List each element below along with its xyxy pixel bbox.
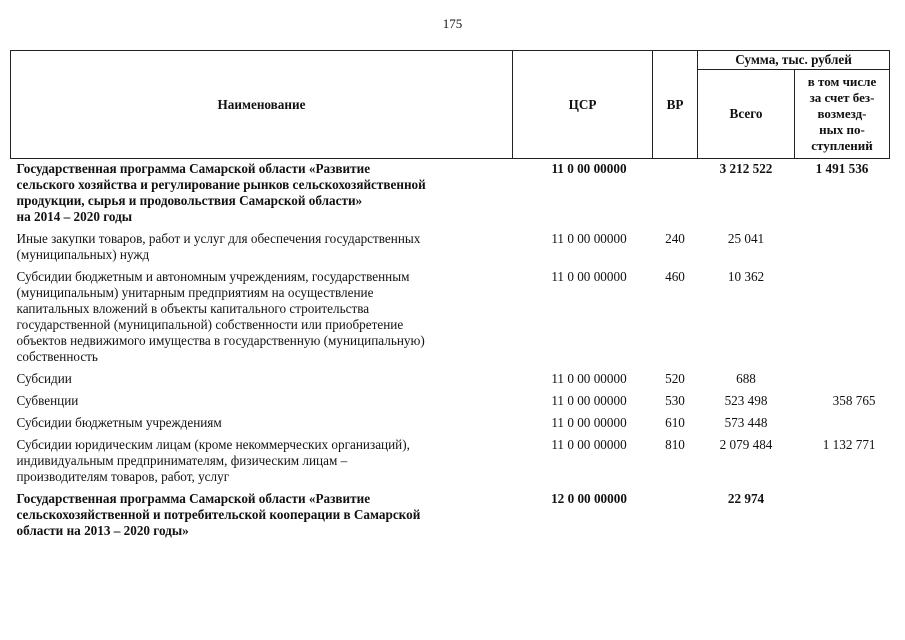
name-line: (муниципальным) унитарным предприятиям на осуществление <box>16 285 374 300</box>
header-free <box>795 70 890 159</box>
page-number: 175 <box>442 16 463 31</box>
name-line: сельского хозяйства и регулирование рынков сельскохозяйственной <box>16 177 426 192</box>
name-line: Иные закупки товаров, работ и услуг для обеспечения государственных <box>16 231 421 246</box>
name-line: сельскохозяйственной и потребительской кооперации в Самарской <box>16 507 421 522</box>
cell-total: 10 362 <box>727 269 765 284</box>
name-line: Государственная программа Самарской области «Развитие <box>16 491 371 506</box>
table-row <box>11 390 890 412</box>
header-free-line: ных по- <box>819 122 865 137</box>
name-line: Субсидии <box>16 371 72 386</box>
cell-total: 22 974 <box>727 491 765 506</box>
program-row <box>11 488 890 542</box>
cell-name <box>11 368 513 390</box>
cell-name <box>11 159 513 229</box>
name-line: объектов недвижимого имущества в государственную (муниципальную) <box>16 333 425 348</box>
table-body <box>11 159 890 543</box>
cell-free <box>795 412 890 434</box>
name-line: продукции, сырья и продовольствия Самарской области» <box>16 193 363 208</box>
table-row <box>11 266 890 368</box>
header-sum-group: Сумма, тыс. рублей <box>698 51 890 70</box>
cell-name <box>11 434 513 488</box>
name-line: государственной (муниципальной) собственности или приобретение <box>16 317 404 332</box>
header-free-line: за счет без- <box>809 90 875 105</box>
table-header <box>11 51 890 159</box>
cell-total: 2 079 484 <box>719 437 773 452</box>
name-line: Субсидии бюджетным учреждениям <box>16 415 222 430</box>
header-free-line: возмезд- <box>817 106 867 121</box>
cell-name <box>11 228 513 266</box>
cell-vr: 240 <box>665 231 685 246</box>
header-csr: ЦСР <box>513 51 653 159</box>
cell-name <box>11 266 513 368</box>
cell-vr: 810 <box>665 437 685 452</box>
cell-csr: 11 0 00 00000 <box>551 161 627 176</box>
name-line: Субсидии бюджетным и автономным учреждениям, государственным <box>16 269 410 284</box>
table-row <box>11 412 890 434</box>
cell-vr: 520 <box>665 371 685 386</box>
header-name: Наименование <box>11 51 513 159</box>
cell-vr: 460 <box>665 269 685 284</box>
cell-vr <box>653 159 698 229</box>
table-row <box>11 228 890 266</box>
cell-total: 25 041 <box>727 231 765 246</box>
name-line: Государственная программа Самарской области «Развитие <box>16 161 371 176</box>
cell-vr: 610 <box>665 415 685 430</box>
program-row <box>11 159 890 229</box>
cell-free <box>795 228 890 266</box>
cell-total: 573 448 <box>724 415 768 430</box>
cell-name <box>11 412 513 434</box>
cell-free <box>795 266 890 368</box>
name-line: индивидуальным предпринимателям, физическим лицам – <box>16 453 348 468</box>
header-free-line: в том числе <box>807 74 877 89</box>
header-total: Всего <box>698 70 795 159</box>
cell-free: 358 765 <box>832 393 876 408</box>
cell-csr: 11 0 00 00000 <box>551 437 627 452</box>
cell-total: 3 212 522 <box>719 161 773 176</box>
name-line: Субвенции <box>16 393 79 408</box>
cell-total: 523 498 <box>724 393 768 408</box>
header-vr: ВР <box>653 51 698 159</box>
cell-name <box>11 390 513 412</box>
cell-free <box>795 488 890 542</box>
name-line: на 2014 – 2020 годы <box>16 209 133 224</box>
cell-free: 1 132 771 <box>822 437 876 452</box>
cell-csr: 11 0 00 00000 <box>551 415 627 430</box>
name-line: области на 2013 – 2020 годы» <box>16 523 189 538</box>
name-line: капитальных вложений в объекты капитального строительства <box>16 301 370 316</box>
table-row <box>11 368 890 390</box>
cell-csr: 11 0 00 00000 <box>551 269 627 284</box>
cell-csr: 11 0 00 00000 <box>551 371 627 386</box>
name-line: производителям товаров, работ, услуг <box>16 469 230 484</box>
name-line: собственность <box>16 349 98 364</box>
cell-vr: 530 <box>665 393 685 408</box>
name-line: (муниципальных) нужд <box>16 247 150 262</box>
header-free-line: ступлений <box>811 138 873 153</box>
cell-csr: 11 0 00 00000 <box>551 231 627 246</box>
name-line: Субсидии юридическим лицам (кроме некоммерческих организаций), <box>16 437 410 452</box>
cell-total: 688 <box>736 371 756 386</box>
cell-csr: 11 0 00 00000 <box>551 393 627 408</box>
cell-name <box>11 488 513 542</box>
cell-free: 1 491 536 <box>815 161 869 176</box>
budget-table <box>10 50 890 542</box>
cell-vr <box>653 488 698 542</box>
cell-free <box>795 368 890 390</box>
cell-csr: 12 0 00 00000 <box>551 491 627 506</box>
table-row <box>11 434 890 488</box>
